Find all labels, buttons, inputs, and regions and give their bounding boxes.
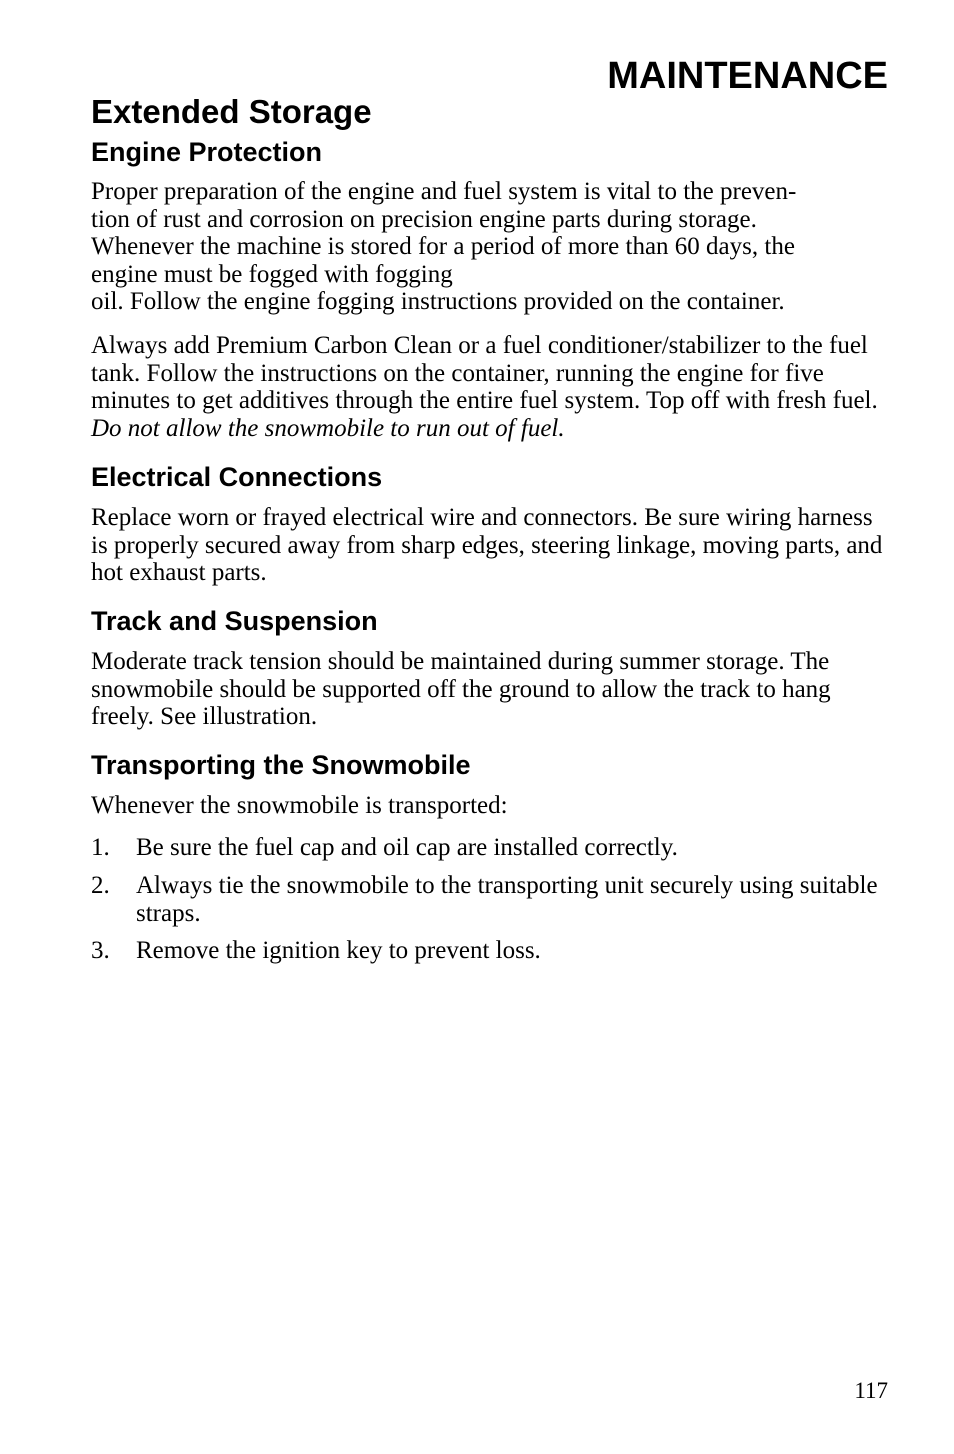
list-item-number: 1. (91, 834, 110, 861)
list-item (91, 834, 891, 862)
engine-protection-paragraph-1 (91, 178, 891, 316)
engine-protection-paragraph-2-text: Always add Premium Carbon Clean or a fuel conditioner/stabilizer to the fuel tank. Follow the instructions on the container, running the engine for five minutes to get additives through the entire fuel system. Top off with fresh fuel. (91, 332, 878, 415)
list-item-text: Remove the ignition key to prevent loss. (136, 937, 541, 964)
list-item-number: 2. (91, 872, 110, 899)
chapter-title: MAINTENANCE (607, 55, 888, 97)
heading-track-suspension: Track and Suspension (91, 606, 378, 636)
engine-protection-line-5: oil. Follow the engine fogging instructions provided on the container. (91, 288, 785, 316)
engine-protection-line-2: tion of rust and corrosion on precision engine parts during storage. (91, 205, 757, 233)
engine-protection-line-3: Whenever the machine is stored for a period of more than 60 days, the (91, 233, 795, 261)
engine-protection-line-4: engine must be fogged with fogging (91, 260, 453, 288)
list-item (91, 937, 891, 965)
transport-intro: Whenever the snowmobile is transported: (91, 792, 508, 819)
engine-protection-line-1: Proper preparation of the engine and fuel system is vital to the preven- (91, 178, 797, 205)
section-title: Extended Storage (91, 93, 372, 130)
list-item (91, 872, 891, 927)
heading-engine-protection: Engine Protection (91, 137, 323, 167)
list-item-text: Be sure the fuel cap and oil cap are installed correctly. (136, 834, 678, 861)
list-item-text: Always tie the snowmobile to the transporting unit securely using suitable straps. (136, 872, 878, 927)
page-number: 117 (854, 1378, 888, 1403)
track-paragraph: Moderate track tension should be maintained during summer storage. The snowmobile should be supported off the ground to allow the track to hang freely. See illustration. (91, 648, 831, 731)
engine-protection-paragraph-2 (91, 332, 891, 442)
heading-electrical-connections: Electrical Connections (91, 462, 383, 492)
list-item-number: 3. (91, 937, 110, 964)
fuel-warning-italic: Do not allow the snowmobile to run out of fuel. (91, 414, 565, 442)
electrical-paragraph: Replace worn or frayed electrical wire and connectors. Be sure wiring harness is properly secured away from sharp edges, steering linkage, moving parts, and hot exhaust parts. (91, 504, 883, 587)
heading-transporting: Transporting the Snowmobile (91, 750, 471, 780)
